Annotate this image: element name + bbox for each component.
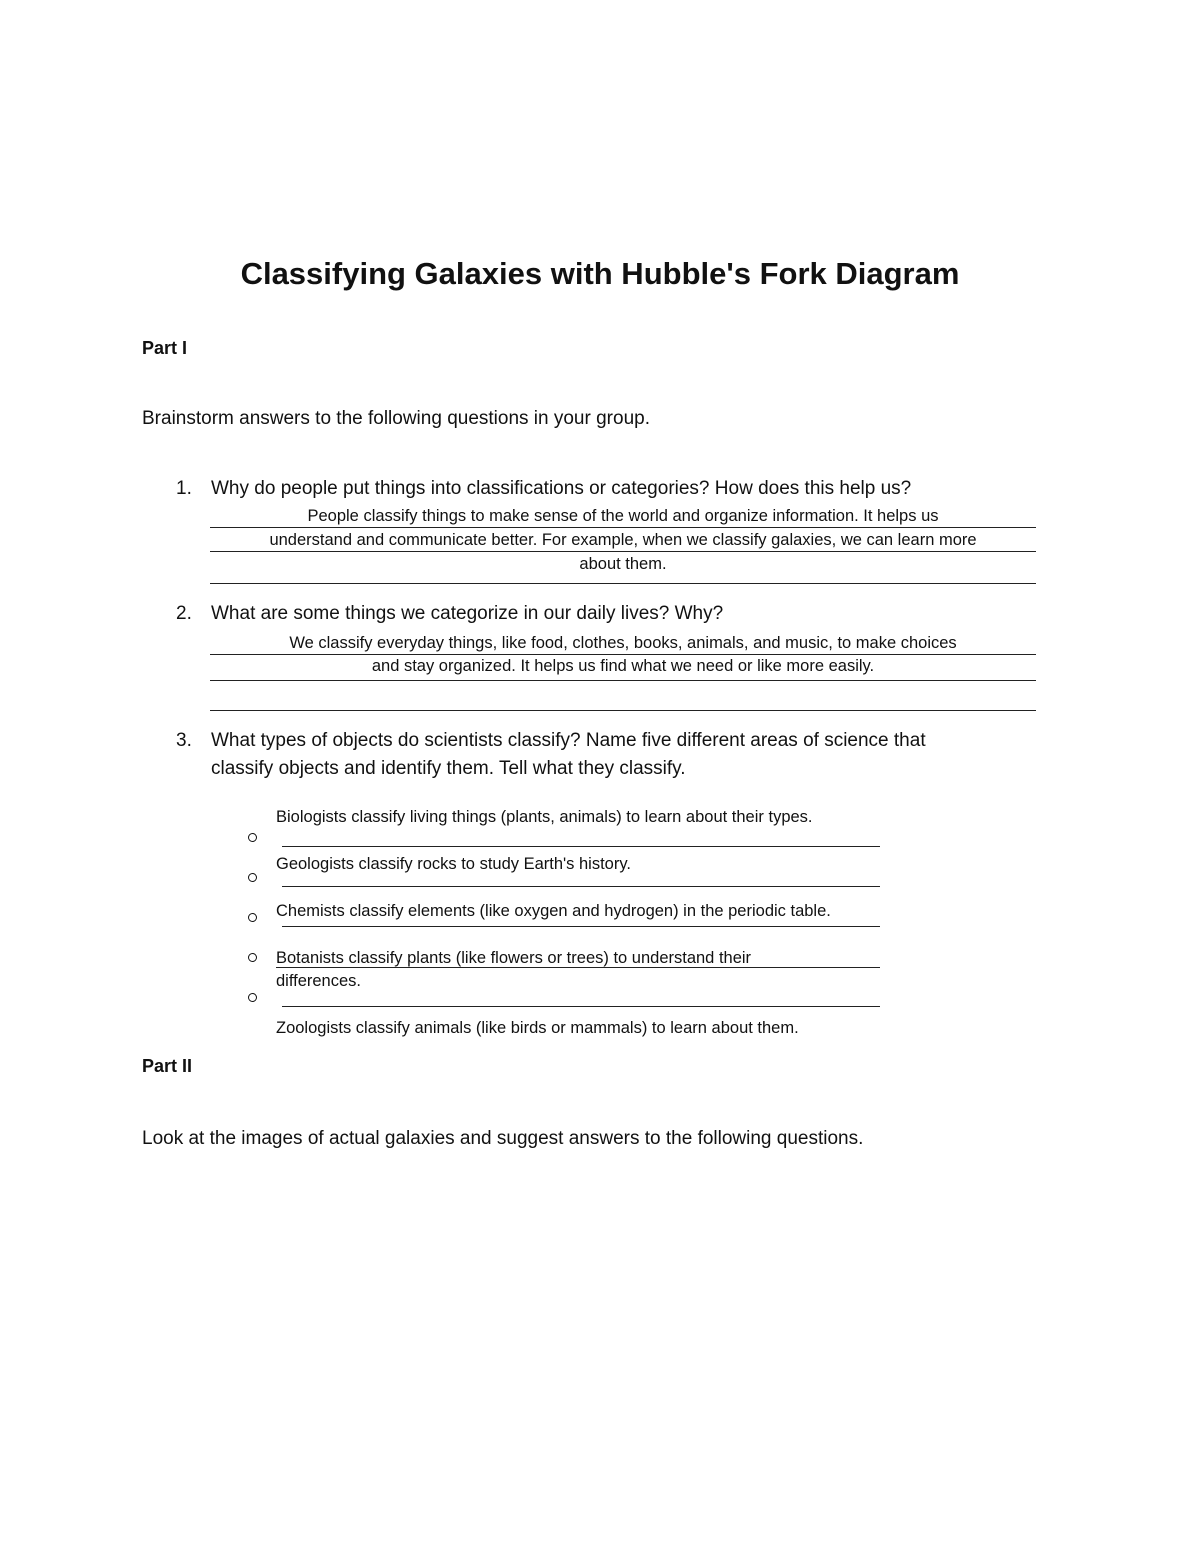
page-title: Classifying Galaxies with Hubble's Fork Diagram xyxy=(240,256,960,291)
part-2-intro: Look at the images of actual galaxies and suggest answers to the following questions. xyxy=(142,1128,864,1149)
bullet-circle-icon xyxy=(248,833,257,842)
part-1-heading: Part I xyxy=(142,338,188,358)
answer-underline xyxy=(210,551,1036,552)
question-1-answer-line-3: about them. xyxy=(579,555,667,573)
answer-underline xyxy=(210,654,1036,655)
part-2-heading: Part II xyxy=(142,1056,193,1076)
question-2-text: What are some things we categorize in our daily lives? Why? xyxy=(211,603,724,624)
answer-underline xyxy=(210,710,1036,711)
question-3-text-line-1: What types of objects do scientists classify? Name five different areas of science that xyxy=(211,730,926,751)
answer-underline xyxy=(210,680,1036,681)
bullet-circle-icon xyxy=(248,993,257,1002)
answer-underline xyxy=(282,1006,880,1007)
question-2-number: 2. xyxy=(176,603,192,624)
question-2-answer-line-1: We classify everyday things, like food, clothes, books, animals, and music, to make choices xyxy=(289,634,957,652)
sub-answer-biology: Biologists classify living things (plants, animals) to learn about their types. xyxy=(276,808,813,826)
sub-answer-geology: Geologists classify rocks to study Earth's history. xyxy=(276,855,631,873)
question-1-answer-line-2: understand and communicate better. For example, when we classify galaxies, we can learn more xyxy=(269,531,977,549)
sub-answer-chemistry: Chemists classify elements (like oxygen and hydrogen) in the periodic table. xyxy=(276,902,831,920)
answer-underline xyxy=(210,527,1036,528)
question-3-text-line-2: classify objects and identify them. Tell what they classify. xyxy=(211,758,686,779)
answer-underline xyxy=(282,846,880,847)
part-1-intro: Brainstorm answers to the following questions in your group. xyxy=(142,408,650,429)
bullet-circle-icon xyxy=(248,913,257,922)
question-3-number: 3. xyxy=(176,730,192,751)
question-1-text: Why do people put things into classifications or categories? How does this help us? xyxy=(211,478,912,499)
answer-underline xyxy=(282,926,880,927)
sub-answer-botany: Botanists classify plants (like flowers or trees) to understand their xyxy=(276,949,752,967)
sub-answer-zoology: Zoologists classify animals (like birds or mammals) to learn about them. xyxy=(276,1019,799,1037)
bullet-circle-icon xyxy=(248,953,257,962)
answer-underline xyxy=(210,583,1036,584)
question-1-number: 1. xyxy=(176,478,192,499)
answer-underline xyxy=(282,886,880,887)
bullet-circle-icon xyxy=(248,873,257,882)
question-2-answer-line-2: and stay organized. It helps us find what we need or like more easily. xyxy=(371,657,875,675)
sub-answer-botany-continued: differences. xyxy=(276,972,361,990)
question-1-answer-line-1: People classify things to make sense of the world and organize information. It helps us xyxy=(307,507,939,525)
